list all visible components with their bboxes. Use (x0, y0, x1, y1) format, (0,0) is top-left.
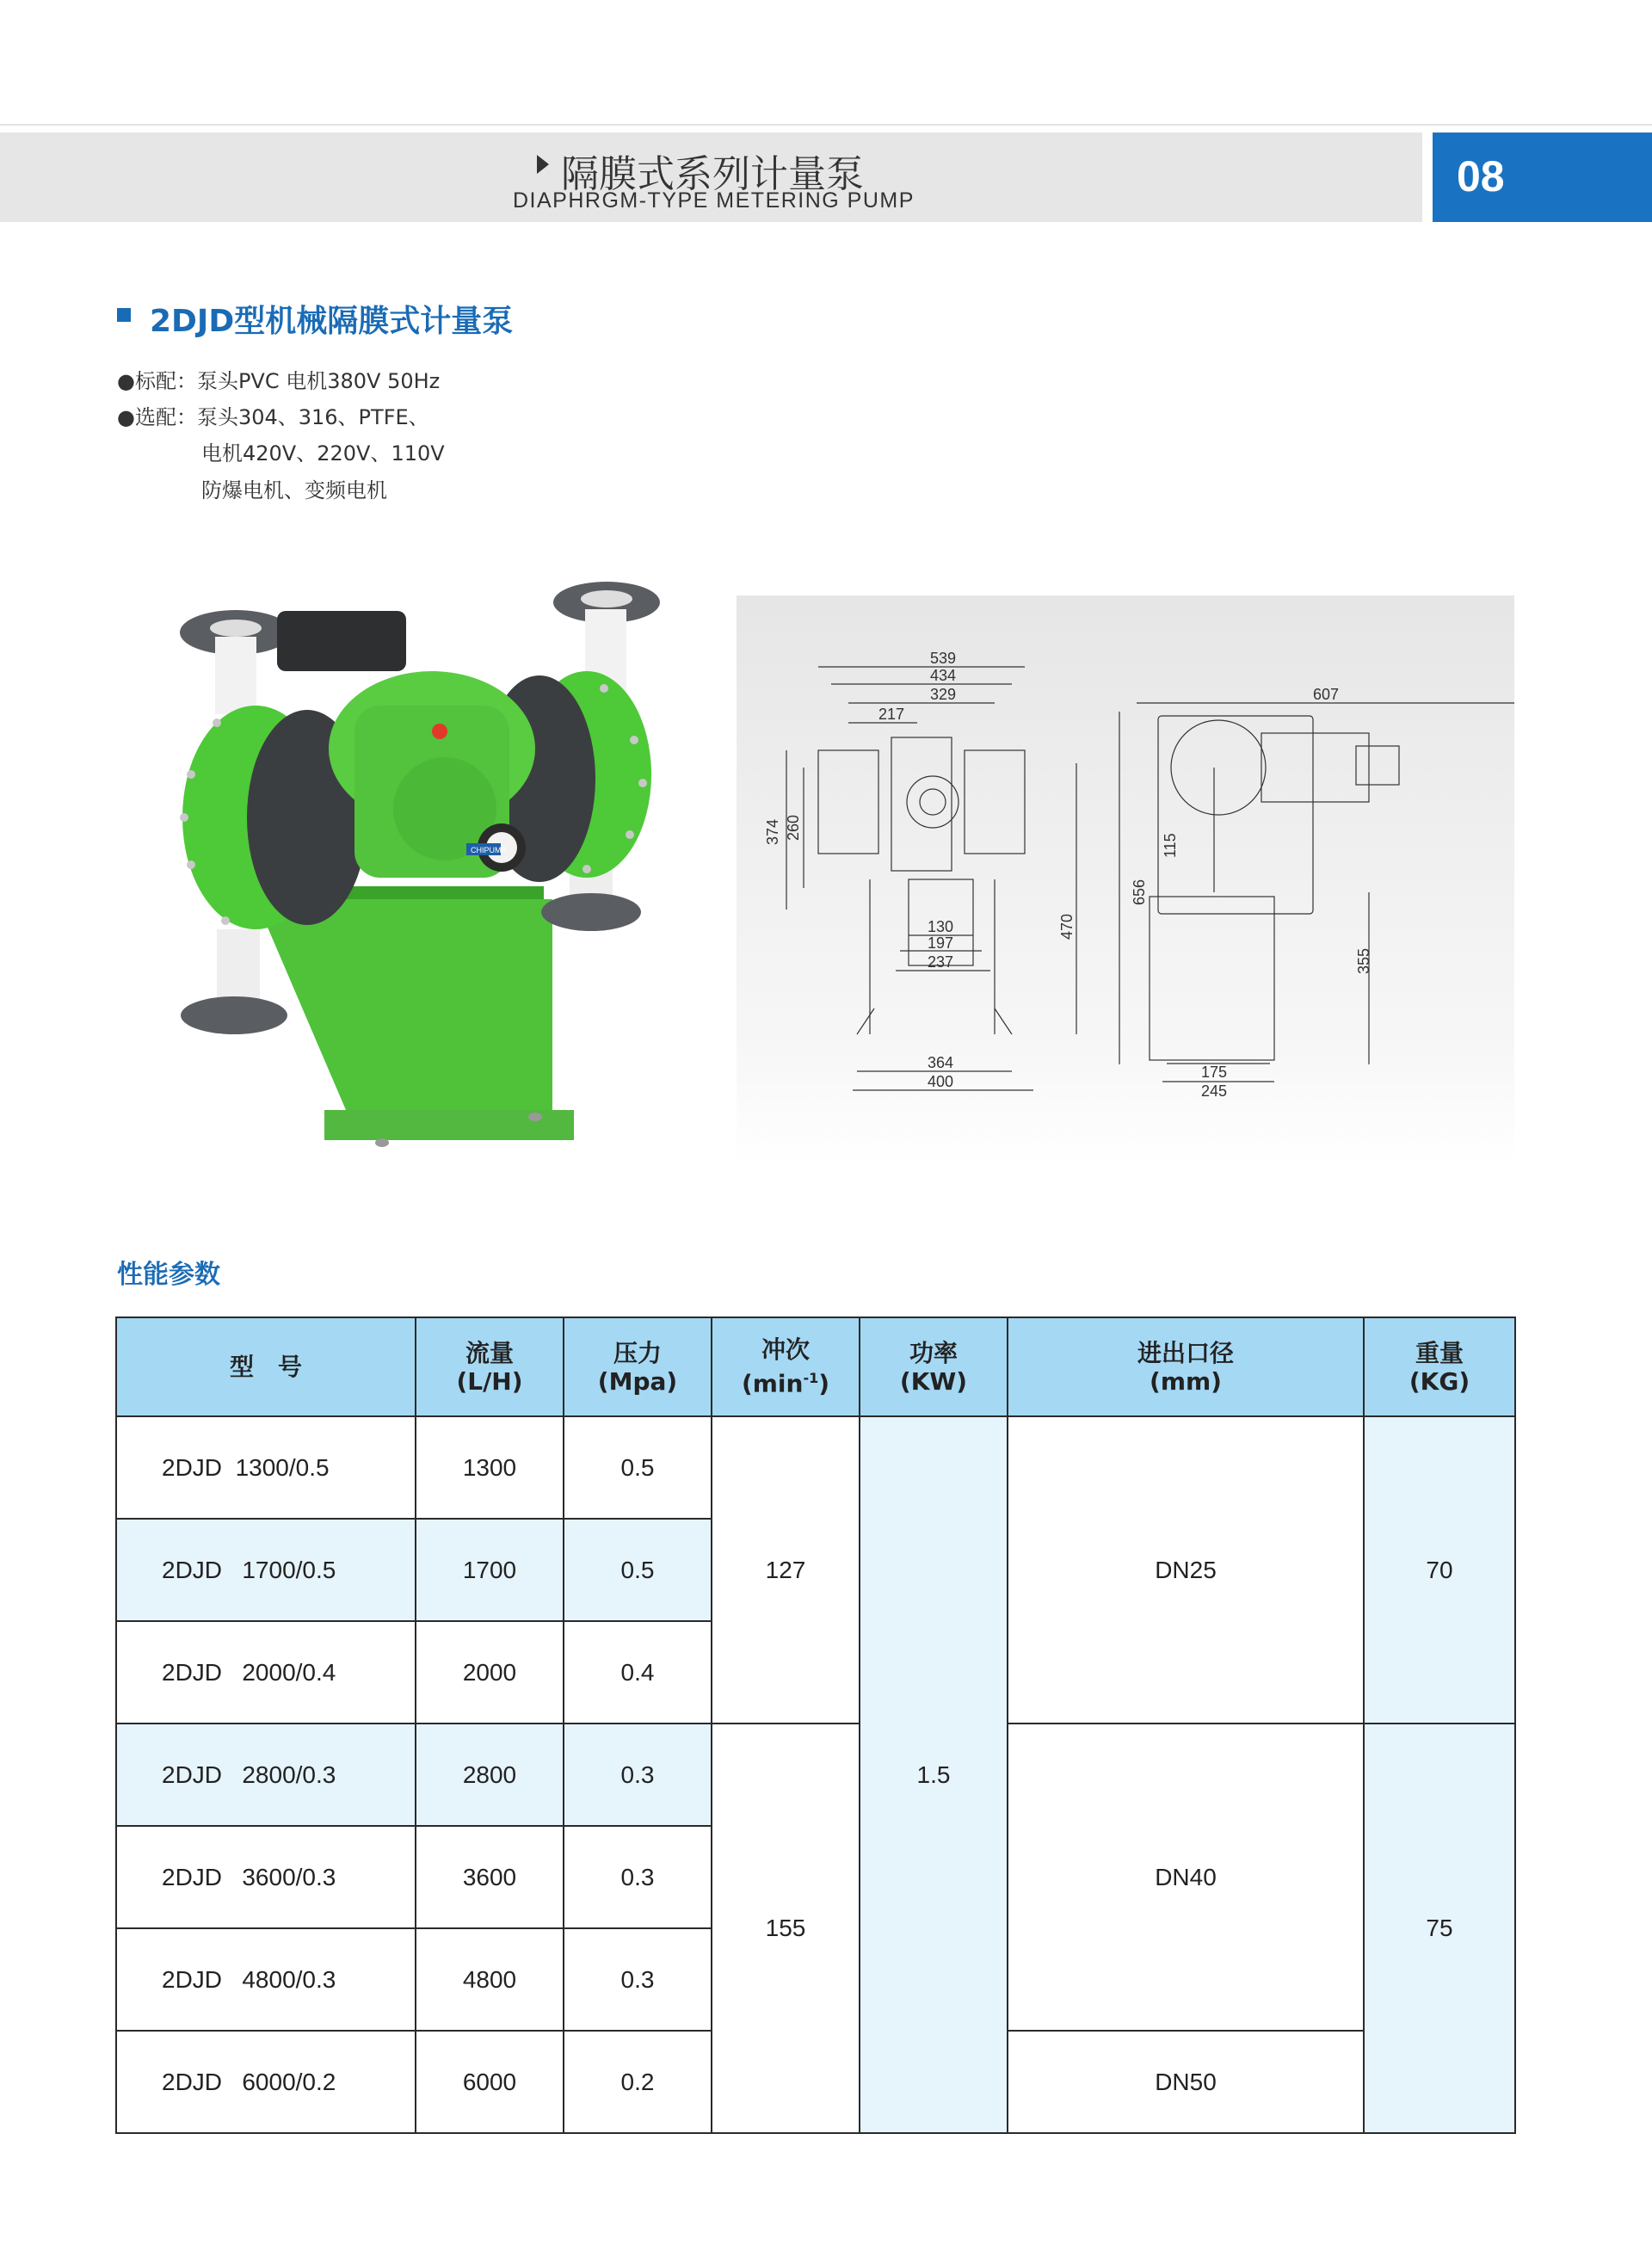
dim-175: 175 (1201, 1064, 1228, 1081)
cell-port-dn40: DN40 (1008, 1724, 1364, 2031)
dim-245: 245 (1201, 1082, 1228, 1100)
dim-329: 329 (930, 686, 957, 703)
page-number-box (1433, 133, 1652, 222)
cell-model: 2DJD 6000/0.2 (116, 2031, 416, 2133)
cell-flow: 1700 (416, 1519, 564, 1621)
table-row (116, 1416, 1515, 1519)
dim-197: 197 (928, 934, 954, 952)
spec-optional-1: ●选配：泵头304、316、PTFE、 (117, 405, 429, 429)
col-header-pressure: 压力 (Mpa) (564, 1317, 712, 1416)
cell-stroke-127: 127 (712, 1416, 860, 1724)
dim-355: 355 (1355, 947, 1372, 974)
cell-model: 2DJD 1300/0.5 (116, 1416, 416, 1519)
col-header-stroke: 冲次 $(\min^{-1})$ (712, 1317, 860, 1416)
cell-pressure: 0.4 (564, 1621, 712, 1724)
cell-power: 1.5 (860, 1416, 1008, 2133)
dim-434: 434 (930, 667, 957, 684)
pump-photo (105, 559, 707, 1170)
cell-flow: 2000 (416, 1621, 564, 1724)
dimension-drawing (737, 595, 1514, 1164)
cell-pressure: 0.3 (564, 1826, 712, 1928)
dim-607: 607 (1313, 686, 1340, 703)
performance-table (115, 1317, 1516, 2134)
cell-pressure: 0.3 (564, 1928, 712, 2031)
cell-flow: 1300 (416, 1416, 564, 1519)
dim-539: 539 (930, 650, 957, 667)
cell-model: 2DJD 1700/0.5 (116, 1519, 416, 1621)
cell-pressure: 0.5 (564, 1416, 712, 1519)
dim-374: 374 (764, 818, 781, 845)
dim-656: 656 (1131, 879, 1148, 905)
brand-label: CHIPUMP (471, 846, 507, 854)
cell-flow: 4800 (416, 1928, 564, 2031)
cell-model: 2DJD 2800/0.3 (116, 1724, 416, 1826)
dim-237: 237 (928, 953, 954, 971)
col-header-power: 功率 (KW) (860, 1317, 1008, 1416)
section-title: 2DJD型机械隔膜式计量泵 (150, 304, 514, 339)
cell-port-dn25: DN25 (1008, 1416, 1364, 1724)
col-header-model: 型 号 (116, 1317, 416, 1416)
top-rule (0, 124, 1652, 126)
dim-470: 470 (1058, 913, 1076, 940)
dim-130: 130 (928, 918, 954, 935)
cell-port-dn50: DN50 (1008, 2031, 1364, 2133)
spec-standard: ●标配：泵头PVC 电机380V 50Hz (117, 369, 441, 393)
table-row (116, 1724, 1515, 1826)
header-title-en: DIAPHRGM-TYPE METERING PUMP (513, 188, 915, 213)
cell-pressure: 0.5 (564, 1519, 712, 1621)
cell-model: 2DJD 4800/0.3 (116, 1928, 416, 2031)
cell-flow: 6000 (416, 2031, 564, 2133)
header-title-cn: 隔膜式系列计量泵 (561, 152, 864, 196)
perf-title: 性能参数 (117, 1260, 220, 1290)
dim-400: 400 (928, 1073, 954, 1090)
dim-364: 364 (928, 1054, 954, 1071)
cell-pressure: 0.3 (564, 1724, 712, 1826)
cell-model: 2DJD 2000/0.4 (116, 1621, 416, 1724)
cell-stroke-155: 155 (712, 1724, 860, 2133)
table-header-row (116, 1317, 1515, 1416)
page-number: 08 (1457, 152, 1505, 200)
spec-optional-3: 防爆电机、变频电机 (201, 478, 387, 503)
dim-115: 115 (1162, 833, 1179, 858)
col-header-weight: 重量 (KG) (1364, 1317, 1515, 1416)
dim-217: 217 (878, 706, 905, 723)
section-square-icon (117, 308, 131, 322)
cell-flow: 3600 (416, 1826, 564, 1928)
cell-model: 2DJD 3600/0.3 (116, 1826, 416, 1928)
cell-flow: 2800 (416, 1724, 564, 1826)
spec-optional-2: 电机420V、220V、110V (201, 441, 445, 466)
cell-weight-70: 70 (1364, 1416, 1515, 1724)
cell-pressure: 0.2 (564, 2031, 712, 2133)
dim-260: 260 (785, 814, 802, 841)
cell-weight-75: 75 (1364, 1724, 1515, 2133)
col-header-flow: 流量 (L/H) (416, 1317, 564, 1416)
col-header-port: 进出口径 (mm) (1008, 1317, 1364, 1416)
